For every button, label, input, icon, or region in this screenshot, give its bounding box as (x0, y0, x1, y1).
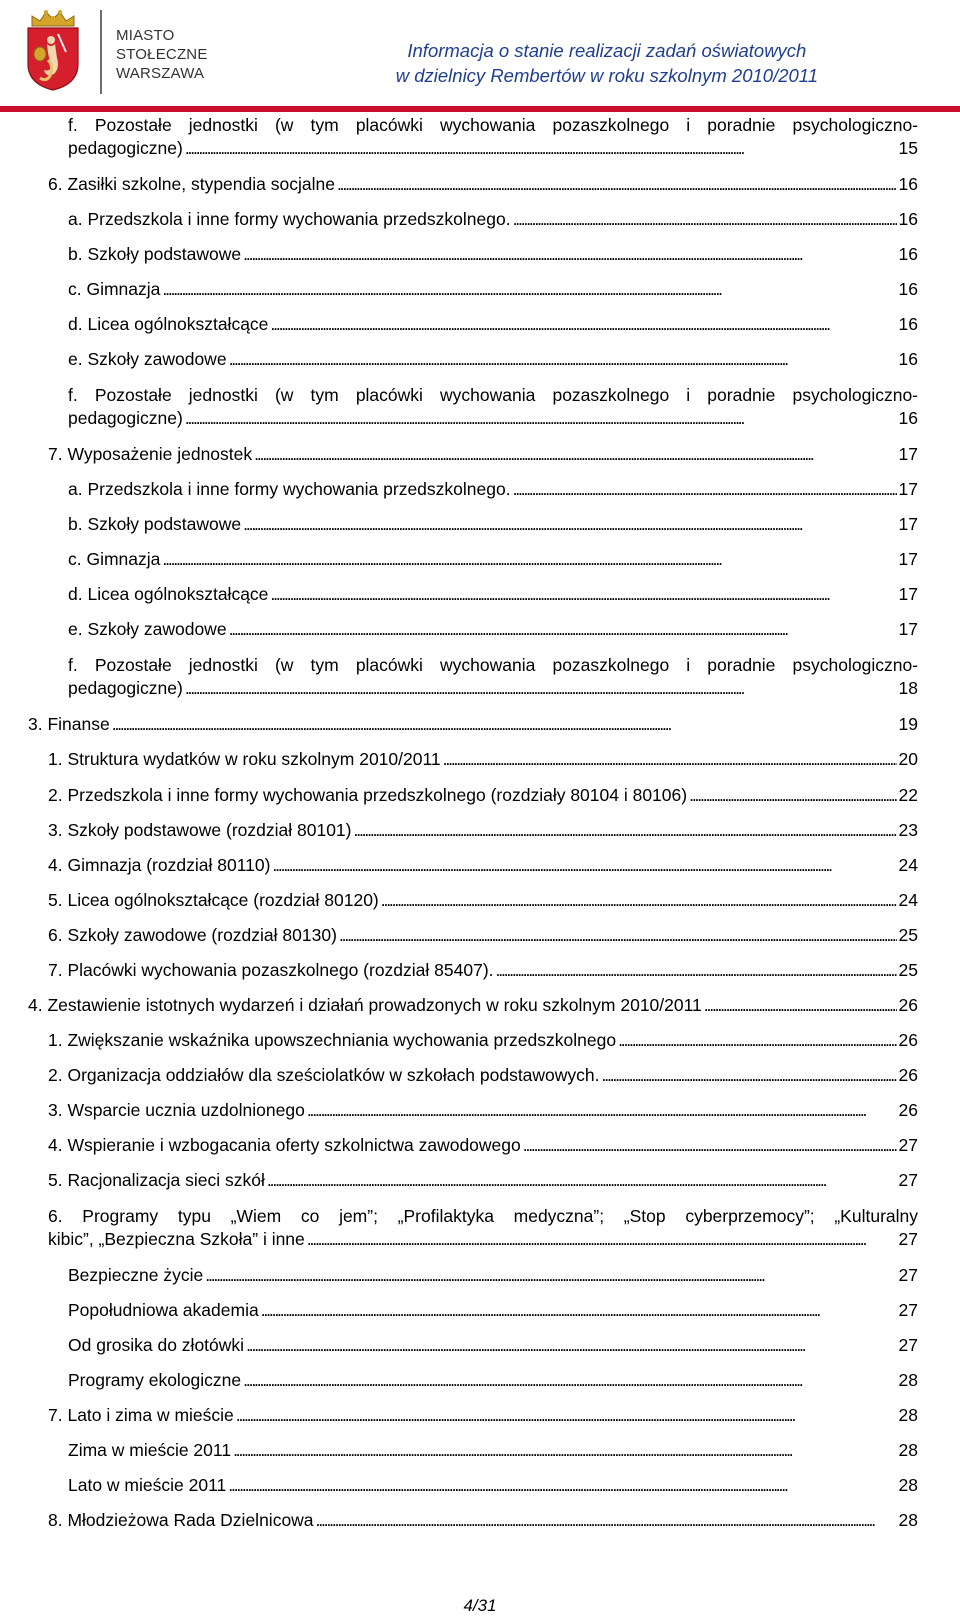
toc-entry[interactable] (48, 854, 918, 877)
toc-entry-text: 7. Wyposażenie jednostek (48, 444, 253, 464)
toc-entry-text: Lato w mieście 2011 (68, 1475, 227, 1495)
toc-entry-text: 4. Gimnazja (rozdział 80110) (48, 855, 271, 875)
toc-entry-text: a. Przedszkola i inne formy wychowania przedszkolnego. (68, 479, 511, 499)
toc-entry-page: 22 (898, 785, 918, 805)
toc-entry-page: 27 (898, 1265, 918, 1285)
toc-entry-page: 27 (898, 1170, 918, 1190)
toc-entry-page: 25 (898, 960, 918, 980)
toc-entry-text: b. Szkoły podstawowe (68, 514, 242, 534)
toc-entry-text: 6. Szkoły zawodowe (rozdział 80130) (48, 925, 337, 945)
dot-leader (513, 478, 897, 501)
dot-leader (443, 748, 897, 771)
toc-entry[interactable] (48, 1029, 918, 1052)
toc-entry-text: pedagogiczne) (68, 678, 183, 698)
toc-entry[interactable] (68, 243, 918, 266)
toc-entry[interactable] (68, 1264, 918, 1287)
logo-line: STOŁECZNE (116, 46, 208, 63)
toc-entry-text: f. Pozostałe jednostki (w tym placówki wychowania pozaszkolnego i poradnie psychologiczno- (68, 115, 918, 135)
toc-entry-page: 28 (898, 1370, 918, 1390)
toc-entry-text: e. Szkoły zawodowe (68, 349, 227, 369)
toc-entry-page: 26 (898, 1100, 918, 1120)
toc-entry-page: 17 (898, 514, 918, 534)
toc-entry-text: 8. Młodzieżowa Rada Dzielnicowa (48, 1510, 314, 1530)
document-title-line: Informacja o stanie realizacji zadań oświatowych (407, 40, 807, 61)
toc-entry-page: 15 (898, 138, 918, 158)
toc-entry-page: 24 (898, 890, 918, 910)
toc-entry-page: 16 (898, 209, 918, 229)
toc-entry-page: 16 (898, 279, 918, 299)
toc-entry-text: pedagogiczne) (68, 138, 183, 158)
logo-line: MIASTO (116, 27, 175, 44)
dot-leader (270, 583, 896, 606)
toc-entry[interactable] (28, 713, 918, 736)
toc-entry-text: f. Pozostałe jednostki (w tym placówki wychowania pozaszkolnego i poradnie psychologiczno- (68, 655, 918, 675)
toc-entry-text: c. Gimnazja (68, 279, 161, 299)
dot-leader (354, 819, 897, 842)
toc-entry-text: b. Szkoły podstawowe (68, 244, 242, 264)
toc-entry-page: 19 (898, 714, 918, 734)
dot-leader (602, 1064, 897, 1087)
toc-entry-page: 26 (898, 1030, 918, 1050)
dot-leader (243, 1369, 896, 1392)
toc-entry[interactable] (68, 583, 918, 606)
toc-entry[interactable] (28, 994, 918, 1017)
toc-entry[interactable] (48, 784, 918, 807)
toc-entry-text: f. Pozostałe jednostki (w tym placówki wychowania pozaszkolnego i poradnie psychologiczno- (68, 385, 918, 405)
toc-entry-page: 27 (898, 1335, 918, 1355)
toc-entry-page: 16 (898, 349, 918, 369)
dot-leader (236, 1404, 897, 1427)
toc-entry-text: 1. Struktura wydatków w roku szkolnym 2010/2011 (48, 749, 441, 769)
toc-entry[interactable] (48, 1404, 918, 1427)
toc-entry[interactable] (68, 1334, 918, 1357)
dot-leader (261, 1299, 897, 1322)
toc-entry-text: pedagogiczne) (68, 408, 183, 428)
toc-entry-text: Bezpieczne życie (68, 1265, 204, 1285)
dot-leader (185, 407, 897, 430)
toc-entry[interactable] (48, 924, 918, 947)
toc-entry-page: 23 (898, 820, 918, 840)
toc-entry-text: 4. Wspieranie i wzbogacania oferty szkolnictwa zawodowego (48, 1135, 521, 1155)
toc-entry-text: 1. Zwiększanie wskaźnika upowszechniania wychowania przedszkolnego (48, 1030, 617, 1050)
page-number: 4/31 (463, 1596, 497, 1615)
dot-leader (523, 1134, 897, 1157)
dot-leader (272, 854, 896, 877)
toc-entry[interactable] (68, 478, 918, 501)
dot-leader (162, 278, 896, 301)
dot-leader (307, 1228, 897, 1251)
toc-entry-text: d. Licea ogólnokształcące (68, 314, 269, 334)
toc-entry[interactable] (68, 313, 918, 336)
toc-entry-text: Popołudniowa akademia (68, 1300, 259, 1320)
dot-leader (229, 618, 897, 641)
dot-leader (337, 173, 897, 196)
toc-entry[interactable] (68, 114, 918, 160)
document-title-line: w dzielnicy Rembertów w roku szkolnym 2010/2011 (395, 65, 818, 86)
dot-leader (243, 243, 896, 266)
dot-leader (513, 208, 897, 231)
toc-entry-page: 24 (898, 855, 918, 875)
toc-entry[interactable] (68, 384, 918, 430)
toc-entry-text: c. Gimnazja (68, 549, 161, 569)
toc-entry[interactable] (48, 1099, 918, 1122)
dot-leader (162, 548, 896, 571)
toc-entry-page: 17 (898, 584, 918, 604)
toc-entry[interactable] (68, 208, 918, 231)
toc-entry-page: 17 (898, 444, 918, 464)
toc-entry-page: 25 (898, 925, 918, 945)
toc-entry-page: 26 (898, 1065, 918, 1085)
toc-entry[interactable] (48, 1509, 918, 1532)
toc-entry[interactable] (48, 1134, 918, 1157)
toc-entry[interactable] (68, 1299, 918, 1322)
toc-entry[interactable] (48, 748, 918, 771)
toc-entry-text: Programy ekologiczne (68, 1370, 242, 1390)
toc-entry-page: 16 (898, 314, 918, 334)
toc-entry-text: kibic”, „Bezpieczna Szkoła” i inne (48, 1229, 305, 1249)
toc-entry[interactable] (48, 889, 918, 912)
logo-wordmark (116, 26, 208, 83)
toc-entry-text: 7. Lato i zima w mieście (48, 1405, 234, 1425)
toc-entry-text: 3. Szkoły podstawowe (rozdział 80101) (48, 820, 352, 840)
dot-leader (229, 348, 897, 371)
logo-divider (100, 10, 102, 94)
toc-entry-page: 17 (898, 619, 918, 639)
toc-entry[interactable] (48, 1205, 918, 1251)
toc-entry[interactable] (68, 1369, 918, 1392)
toc-entry[interactable] (68, 618, 918, 641)
toc-entry-page: 28 (898, 1440, 918, 1460)
toc-entry-page: 26 (898, 995, 918, 1015)
toc-entry-text: a. Przedszkola i inne formy wychowania przedszkolnego. (68, 209, 511, 229)
toc-entry-page: 18 (898, 678, 918, 698)
dot-leader (316, 1509, 897, 1532)
toc-entry-page: 17 (898, 549, 918, 569)
dot-leader (228, 1474, 896, 1497)
toc-entry[interactable] (48, 819, 918, 842)
toc-entry-page: 20 (898, 749, 918, 769)
toc-entry[interactable] (48, 959, 918, 982)
toc-entry-page: 28 (898, 1475, 918, 1495)
dot-leader (205, 1264, 896, 1287)
dot-leader (270, 313, 896, 336)
dot-leader (689, 784, 896, 807)
dot-leader (267, 1169, 897, 1192)
toc-entry-page: 16 (898, 408, 918, 428)
toc-entry[interactable] (48, 443, 918, 466)
toc-entry[interactable] (68, 1439, 918, 1462)
toc-entry-text: 7. Placówki wychowania pozaszkolnego (rozdział 85407). (48, 960, 494, 980)
toc-entry-text: d. Licea ogólnokształcące (68, 584, 269, 604)
dot-leader (339, 924, 897, 947)
toc-entry-text: 3. Wsparcie ucznia uzdolnionego (48, 1100, 305, 1120)
toc-entry-text: Od grosika do złotówki (68, 1335, 245, 1355)
dot-leader (233, 1439, 896, 1462)
dot-leader (496, 959, 897, 982)
dot-leader (246, 1334, 896, 1357)
toc-entry-page: 17 (898, 479, 918, 499)
toc-entry-text: 5. Licea ogólnokształcące (rozdział 80120) (48, 890, 379, 910)
toc-entry-page: 28 (898, 1510, 918, 1530)
toc-entry[interactable] (48, 1169, 918, 1192)
dot-leader (243, 513, 896, 536)
dot-leader (618, 1029, 896, 1052)
toc-entry-text: e. Szkoły zawodowe (68, 619, 227, 639)
toc-entry-text: 6. Programy typu „Wiem co jem”; „Profilaktyka medyczna”; „Stop cyberprzemocy”; „Kulturalny (48, 1206, 918, 1226)
dot-leader (254, 443, 896, 466)
toc-entry[interactable] (68, 513, 918, 536)
dot-leader (112, 713, 897, 736)
toc-entry[interactable] (68, 1474, 918, 1497)
toc-entry-text: 2. Przedszkola i inne formy wychowania przedszkolnego (rozdziały 80104 i 80106) (48, 785, 688, 805)
toc-entry-text: 3. Finanse (28, 714, 110, 734)
toc-entry-page: 27 (898, 1135, 918, 1155)
toc-entry[interactable] (68, 548, 918, 571)
dot-leader (704, 994, 897, 1017)
toc-entry-text: Zima w mieście 2011 (68, 1440, 232, 1460)
toc-entry-page: 27 (898, 1229, 918, 1249)
toc-entry-page: 16 (898, 244, 918, 264)
toc-entry-text: 2. Organizacja oddziałów dla sześciolatków w szkołach podstawowych. (48, 1065, 600, 1085)
dot-leader (307, 1099, 897, 1122)
dot-leader (381, 889, 897, 912)
toc-entry-text: 5. Racjonalizacja sieci szkół (48, 1170, 265, 1190)
toc-entry-page: 16 (898, 174, 918, 194)
warsaw-coat-of-arms-icon (24, 8, 82, 92)
dot-leader (185, 137, 897, 160)
document-title (396, 38, 818, 88)
toc-entry[interactable] (68, 278, 918, 301)
toc-entry-text: 4. Zestawienie istotnych wydarzeń i działań prowadzonych w roku szkolnym 2010/2011 (28, 995, 702, 1015)
toc-entry-page: 27 (898, 1300, 918, 1320)
page-header (0, 0, 960, 112)
toc-entry[interactable] (68, 348, 918, 371)
toc-entry-text: 6. Zasiłki szkolne, stypendia socjalne (48, 174, 335, 194)
logo-line: WARSZAWA (116, 65, 205, 82)
header-rule (0, 106, 960, 112)
toc-entry[interactable] (48, 173, 918, 196)
toc-entry[interactable] (48, 1064, 918, 1087)
dot-leader (185, 677, 897, 700)
toc-entry-page: 28 (898, 1405, 918, 1425)
toc-entry[interactable] (68, 654, 918, 700)
